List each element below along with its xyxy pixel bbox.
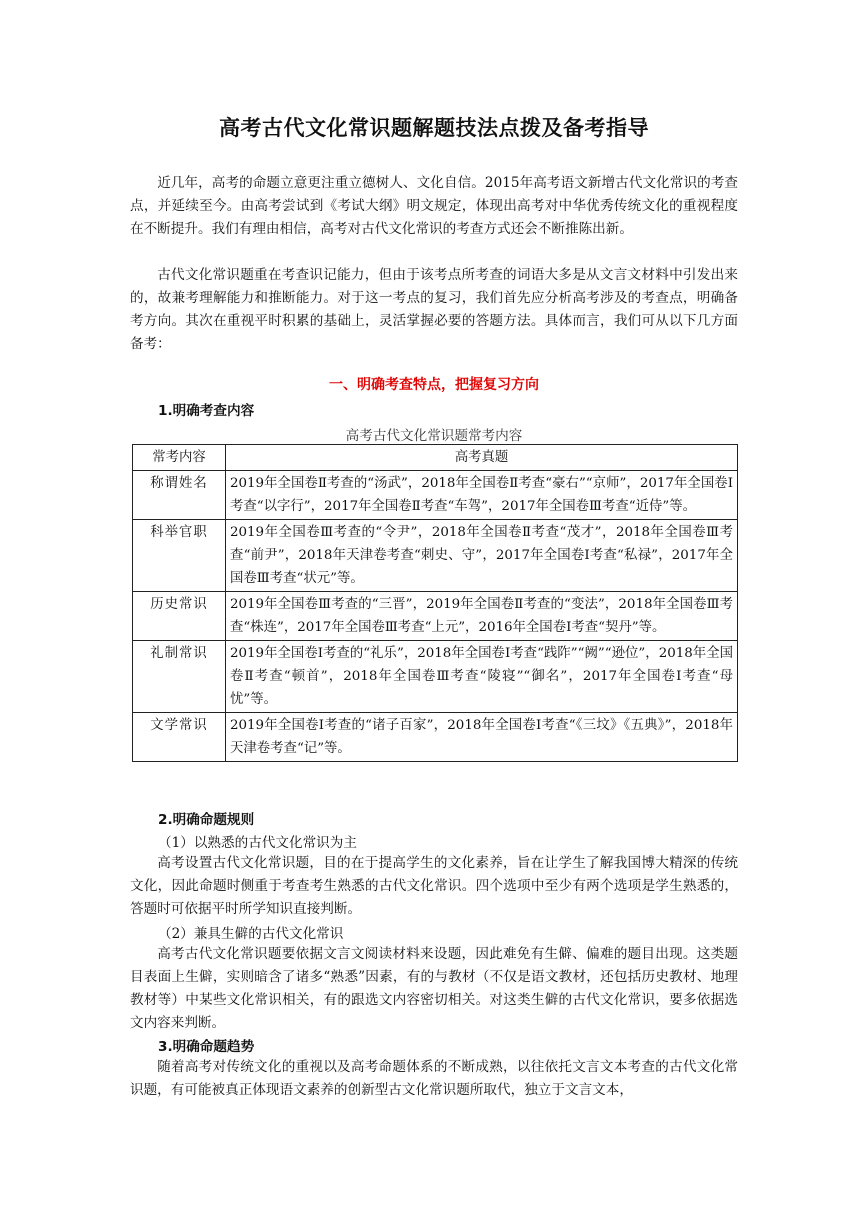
row-category: 礼制常识 — [133, 641, 226, 713]
rule-1-heading: （1）以熟悉的古代文化常识为主 — [158, 835, 357, 851]
table-row — [133, 713, 738, 762]
row-category: 历史常识 — [133, 592, 226, 641]
table-row — [133, 592, 738, 641]
row-examples: 2019年全国卷Ⅱ考查的“汤武”，2018年全国卷Ⅱ考查“豪右”“京师”，2017年全国卷Ⅰ考查“以字行”，2017年全国卷Ⅱ考查“车驾”，2017年全国卷Ⅲ考查“近侍”等。 — [226, 471, 738, 520]
row-examples: 2019年全国卷Ⅰ考查的“礼乐”，2018年全国卷Ⅰ考查“践阼”“阙”“逊位”，2018年全国卷Ⅱ考查“顿首”，2018年全国卷Ⅲ考查“陵寝”“御名”，2017年全国卷Ⅰ考查“母忧”等。 — [226, 641, 738, 713]
table-header-row — [133, 445, 738, 471]
table-row — [133, 641, 738, 713]
document-title: 高考古代文化常识题解题技法点拨及备考指导 — [219, 116, 649, 140]
intro-paragraph-2: 古代文化常识题重在考查识记能力，但由于该考点所考查的词语大多是从文言文材料中引发出来的，故兼考理解能力和推断能力。对于这一考点的复习，我们首先应分析高考涉及的考查点，明确备考方向。其次在重视平时积累的基础上，灵活掌握必要的答题方法。具体而言，我们可从以下几方面备考： — [130, 267, 738, 352]
section-heading: 一、明确考查特点，把握复习方向 — [329, 377, 539, 393]
trend-paragraph: 随着高考对传统文化的重视以及高考命题体系的不断成熟，以往依托文言文本考查的古代文化常识题，有可能被真正体现语文素养的创新型古文化常识题所取代，独立于文言文本， — [130, 1059, 738, 1098]
row-examples: 2019年全国卷Ⅲ考查的“令尹”，2018年全国卷Ⅱ考查“茂才”，2018年全国卷Ⅲ考查“前尹”，2018年天津卷考查“刺史、守”，2017年全国卷Ⅰ考查“私禄”，2017年全国卷Ⅲ考查“状元”等。 — [226, 520, 738, 592]
row-category: 科举官职 — [133, 520, 226, 592]
content-table — [132, 444, 738, 762]
row-category: 称谓姓名 — [133, 471, 226, 520]
rule-2-heading: （2）兼具生僻的古代文化常识 — [158, 926, 344, 942]
row-category: 文学常识 — [133, 713, 226, 762]
subheading-rules: 2.明确命题规则 — [158, 812, 255, 828]
intro-paragraph-1: 近几年，高考的命题立意更注重立德树人、文化自信。2015年高考语文新增古代文化常识的考查点，并延续至今。由高考尝试到《考试大纲》明文规定，体现出高考对中华优秀传统文化的重视程度在不断提升。我们有理由相信，高考对古代文化常识的考查方式还会不断推陈出新。 — [130, 175, 738, 237]
table-header-examples: 高考真题 — [226, 445, 738, 471]
rule-2-paragraph: 高考古代文化常识题要依据文言文阅读材料来设题，因此难免有生僻、偏难的题目出现。这类题目表面上生僻，实则暗含了诸多“熟悉”因素，有的与教材（不仅是语文教材，还包括历史教材、地理教材等）中某些文化常识相关，有的跟选文内容密切相关。对这类生僻的古代文化常识，要多依据选文内容来判断。 — [130, 946, 738, 1031]
table-row — [133, 471, 738, 520]
rule-1-paragraph: 高考设置古代文化常识题，目的在于提高学生的文化素养，旨在让学生了解我国博大精深的传统文化，因此命题时侧重于考查考生熟悉的古代文化常识。四个选项中至少有两个选项是学生熟悉的，答题时可依据平时所学知识直接判断。 — [130, 855, 738, 917]
table-row — [133, 520, 738, 592]
subheading-trend: 3.明确命题趋势 — [158, 1039, 255, 1055]
table-caption: 高考古代文化常识题常考内容 — [345, 428, 523, 444]
row-examples: 2019年全国卷Ⅰ考查的“诸子百家”，2018年全国卷Ⅰ考查“《三坟》《五典》”，2018年天津卷考查“记”等。 — [226, 713, 738, 762]
table-header-category: 常考内容 — [133, 445, 226, 471]
row-examples: 2019年全国卷Ⅲ考查的“三晋”，2019年全国卷Ⅱ考查的“变法”，2018年全国卷Ⅲ考查“株连”，2017年全国卷Ⅲ考查“上元”，2016年全国卷Ⅰ考查“契丹”等。 — [226, 592, 738, 641]
subheading-content: 1.明确考查内容 — [158, 403, 255, 419]
